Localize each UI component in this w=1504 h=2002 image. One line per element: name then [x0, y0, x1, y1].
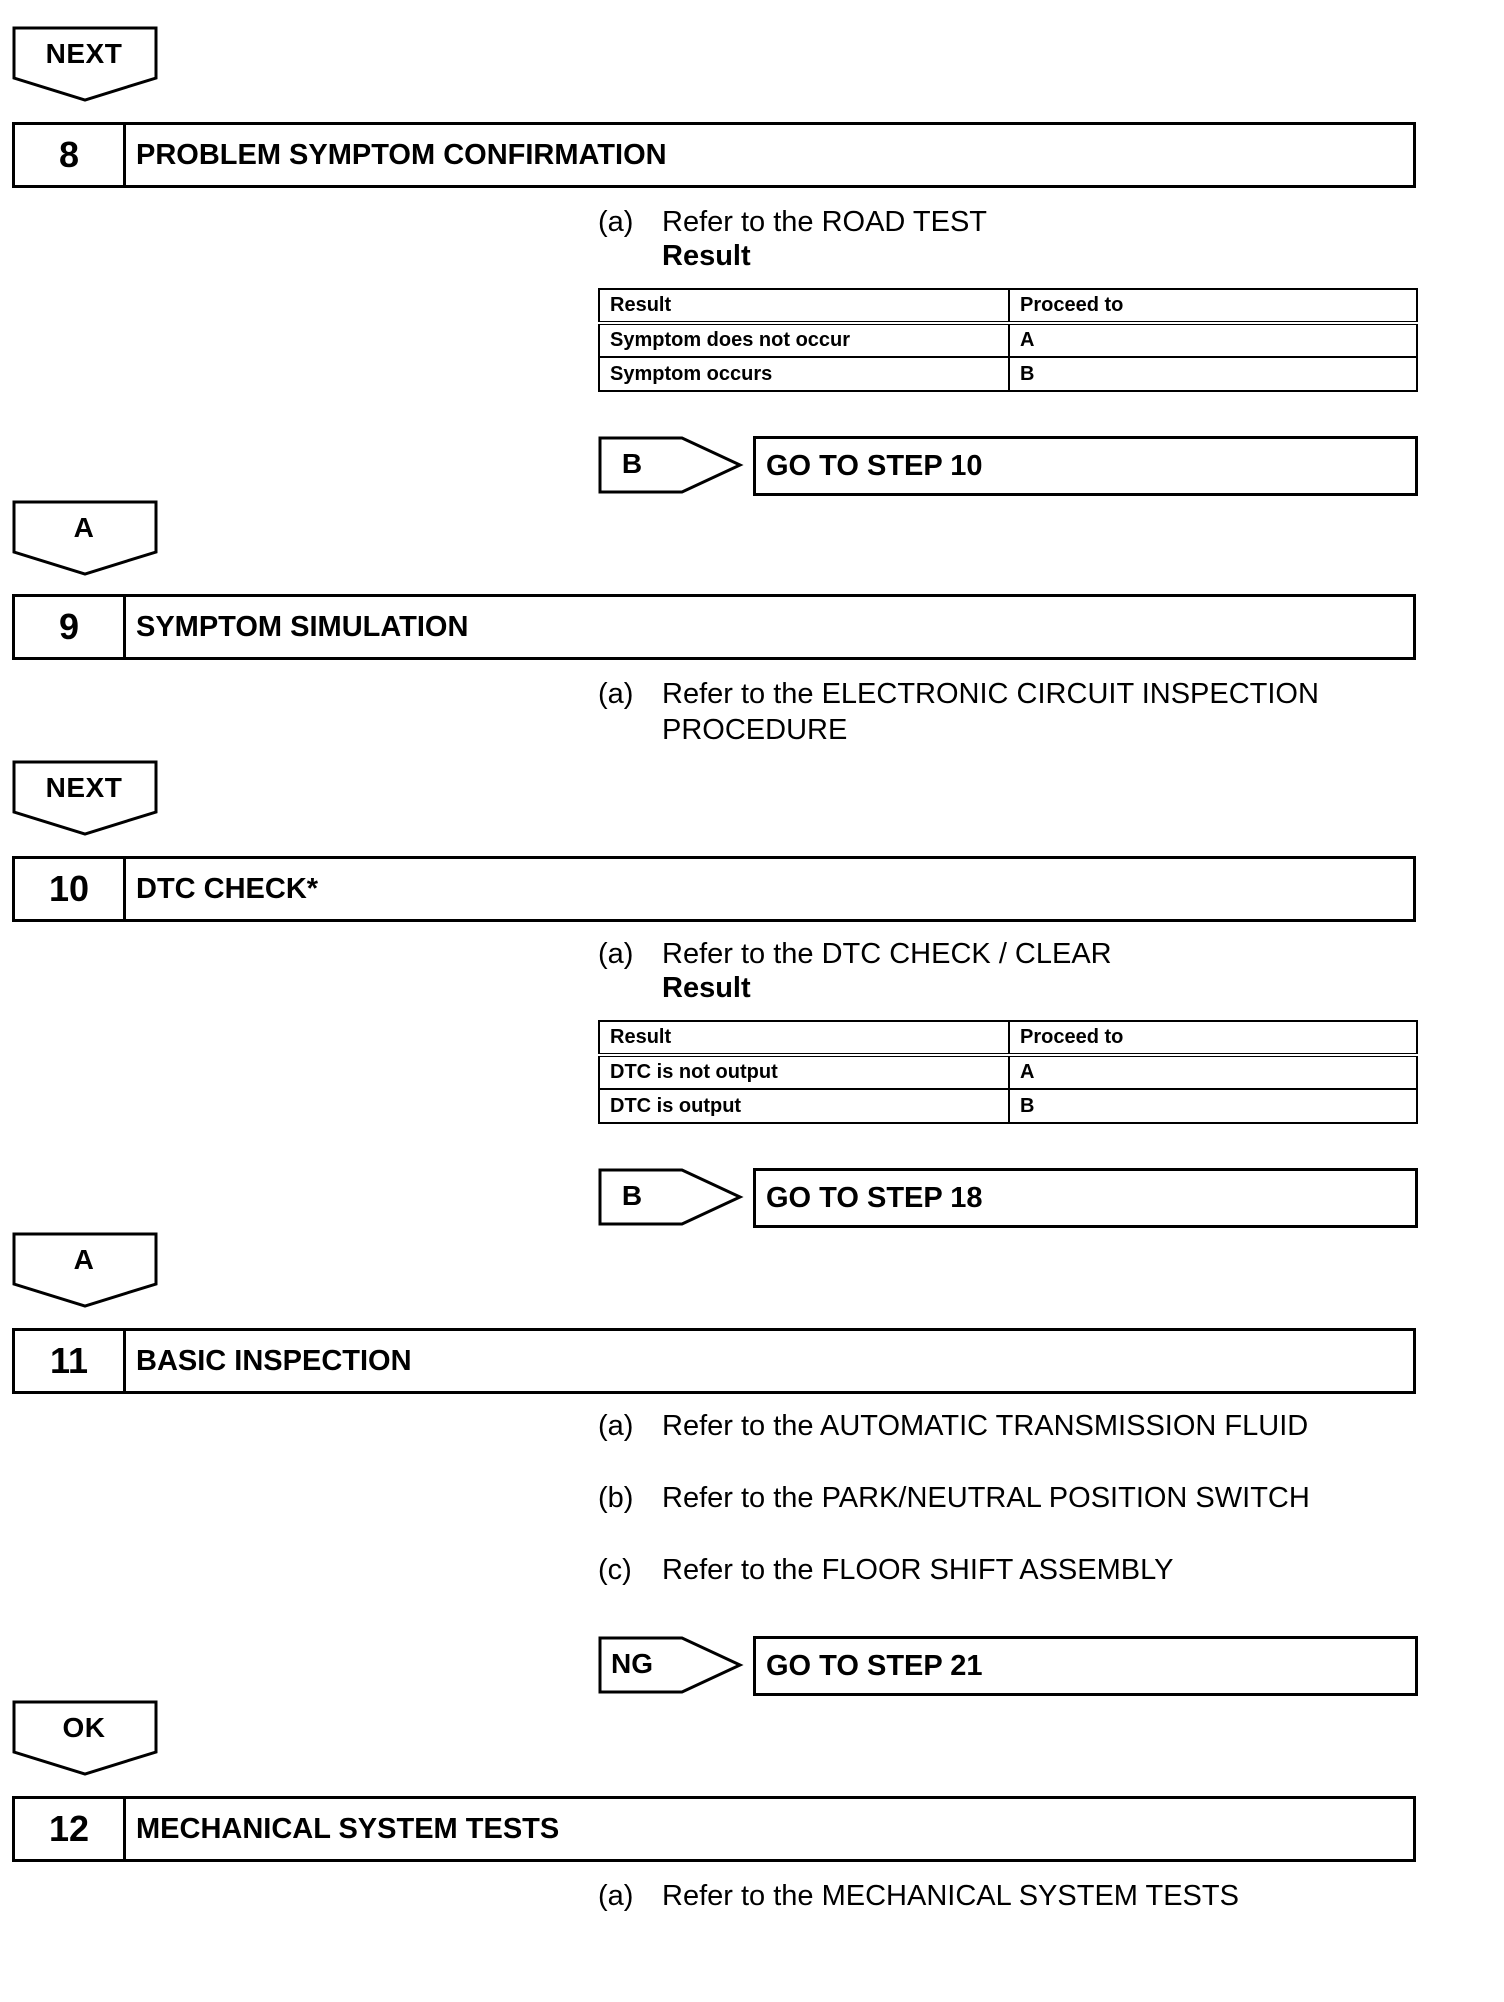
item-text: Refer to the MECHANICAL SYSTEM TESTS: [662, 1880, 1239, 1912]
next-arrow[interactable]: [12, 760, 158, 836]
table-cell: A: [1009, 1055, 1417, 1089]
step-9-item-a: [598, 676, 1418, 748]
table-cell: DTC is output: [599, 1089, 1009, 1123]
step-title: PROBLEM SYMPTOM CONFIRMATION: [136, 138, 667, 171]
step-11-item-c: [598, 1552, 1418, 1588]
step-9-header: [12, 594, 1416, 660]
step-number: 12: [15, 1799, 126, 1859]
ok-arrow-label: OK: [62, 1712, 106, 1743]
table-cell: DTC is not output: [599, 1055, 1009, 1089]
table-header-cell: Result: [599, 1021, 1009, 1055]
item-letter: (a): [598, 678, 634, 710]
table-header-cell: Proceed to: [1009, 289, 1417, 323]
table-cell: B: [1009, 357, 1417, 391]
item-letter: (a): [598, 1880, 634, 1912]
table-row: [599, 1089, 1417, 1123]
step-10-header: [12, 856, 1416, 922]
step-number: 9: [15, 597, 126, 657]
step-11-header: [12, 1328, 1416, 1394]
a-arrow[interactable]: [12, 1232, 158, 1308]
table-row: [599, 357, 1417, 391]
table-cell: B: [1009, 1089, 1417, 1123]
ok-arrow[interactable]: [12, 1700, 158, 1776]
result-table: [598, 288, 1418, 392]
item-text: Refer to the ELECTRONIC CIRCUIT INSPECTION PROCEDURE: [662, 678, 1319, 746]
branch-ng-arrow[interactable]: [598, 1636, 744, 1694]
item-text: Refer to the AUTOMATIC TRANSMISSION FLUID: [662, 1410, 1309, 1442]
goto-step-18[interactable]: GO TO STEP 18: [753, 1168, 1418, 1228]
next-arrow[interactable]: [12, 26, 158, 102]
branch-label: B: [621, 1180, 643, 1211]
a-arrow-label: A: [73, 1244, 95, 1275]
branch-label: NG: [611, 1648, 653, 1679]
step-10-item-a: [598, 936, 1418, 972]
step-number: 10: [15, 859, 126, 919]
item-text: Refer to the DTC CHECK / CLEAR: [662, 938, 1112, 970]
step-title: BASIC INSPECTION: [136, 1344, 412, 1377]
table-row: [599, 1055, 1417, 1089]
step-title: SYMPTOM SIMULATION: [136, 610, 469, 643]
step-title: DTC CHECK*: [136, 872, 319, 905]
a-arrow-label: A: [73, 512, 95, 543]
table-cell: Symptom occurs: [599, 357, 1009, 391]
a-arrow[interactable]: [12, 500, 158, 576]
item-letter: (a): [598, 206, 634, 238]
goto-step-10[interactable]: GO TO STEP 10: [753, 436, 1418, 496]
table-header-row: [599, 1021, 1417, 1055]
branch-b-arrow[interactable]: [598, 436, 744, 494]
branch-b-arrow[interactable]: [598, 1168, 744, 1226]
step-12-item-a: [598, 1878, 1418, 1914]
table-cell: Symptom does not occur: [599, 323, 1009, 357]
goto-step-21[interactable]: GO TO STEP 21: [753, 1636, 1418, 1696]
step-8-header: [12, 122, 1416, 188]
item-letter: (c): [598, 1554, 632, 1586]
table-header-row: [599, 289, 1417, 323]
item-letter: (a): [598, 1410, 634, 1442]
next-arrow-label: NEXT: [45, 772, 123, 803]
step-11-item-a: [598, 1408, 1418, 1444]
table-header-cell: Proceed to: [1009, 1021, 1417, 1055]
result-table: [598, 1020, 1418, 1124]
item-text: Refer to the ROAD TEST: [662, 206, 988, 238]
step-12-header: [12, 1796, 1416, 1862]
next-arrow-label: NEXT: [45, 38, 123, 69]
step-title: MECHANICAL SYSTEM TESTS: [136, 1812, 560, 1845]
step-number: 8: [15, 125, 126, 185]
item-text: Refer to the FLOOR SHIFT ASSEMBLY: [662, 1554, 1174, 1586]
table-row: [599, 323, 1417, 357]
branch-label: B: [621, 448, 643, 479]
step-8-item-a: [598, 204, 1418, 240]
item-letter: (b): [598, 1482, 634, 1514]
item-text: Refer to the PARK/NEUTRAL POSITION SWITCH: [662, 1482, 1310, 1514]
item-letter: (a): [598, 938, 634, 970]
step-11-item-b: [598, 1480, 1418, 1516]
step-number: 11: [15, 1331, 126, 1391]
table-header-cell: Result: [599, 289, 1009, 323]
result-label: Result: [662, 972, 751, 1004]
table-cell: A: [1009, 323, 1417, 357]
result-label: Result: [662, 240, 751, 272]
